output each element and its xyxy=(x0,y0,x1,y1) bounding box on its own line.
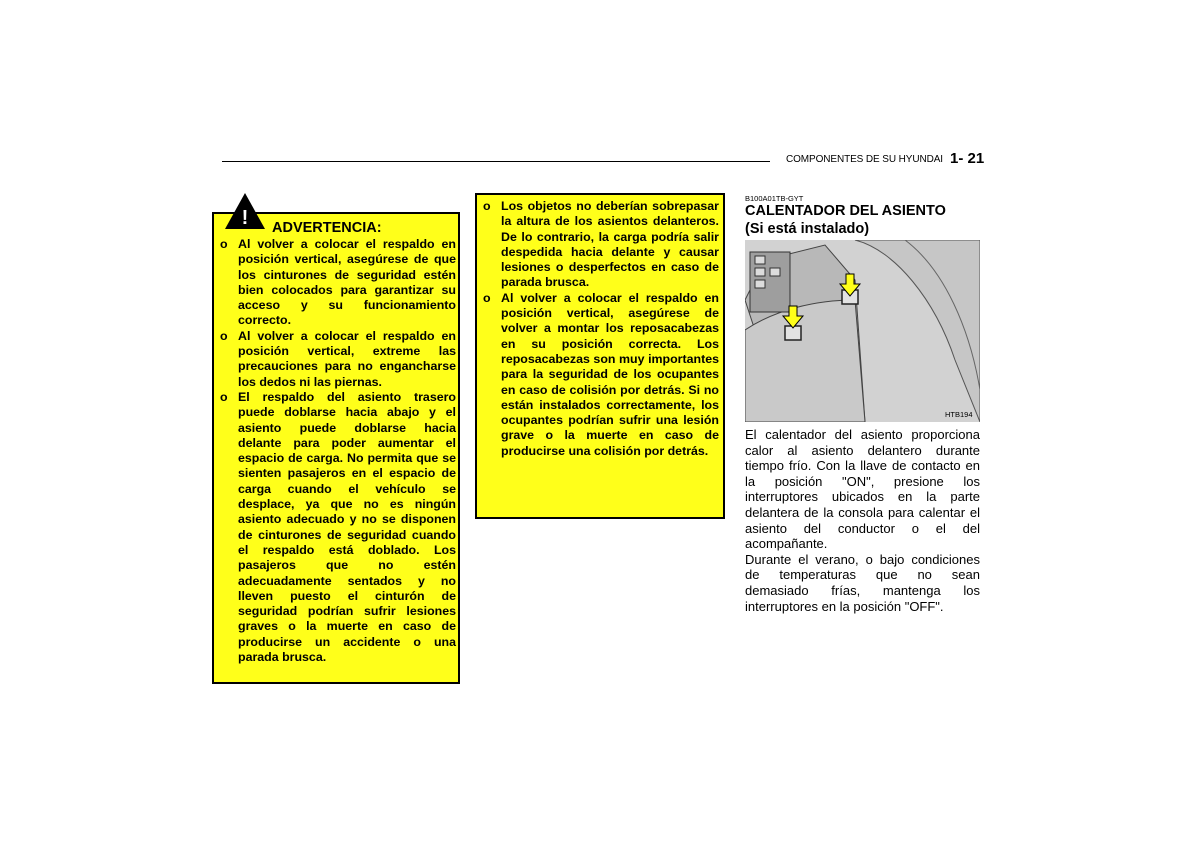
warning-item-text: Al volver a colocar el respaldo en posición vertical, asegúrese de volver a montar los reposacabezas en su posición correcta. Los reposacabezas son muy importantes para la seguridad de los ocupantes en caso de colisión por detrás. Si no están instalados correctamente, los ocupantes podrían sufrir una lesión grave o la muerte en caso de producirse una colisión por detrás. xyxy=(501,290,719,458)
image-id: HTB194 xyxy=(945,410,973,419)
body-paragraph: El calentador del asiento proporciona calor al asiento delantero durante tiempo frío. Con la llave de contacto en la posición "ON", presione los interruptores ubicados en la parte delantera de la consola para calentar el asiento del conductor o el del acompañante. xyxy=(745,427,980,552)
bullet-marker: o xyxy=(220,237,228,251)
body-paragraph: Durante el verano, o bajo condiciones de temperaturas que no sean demasiado frías, mantenga los interruptores en la posición "OFF". xyxy=(745,551,980,614)
page-number: 1- 21 xyxy=(950,150,985,167)
warning-item-text: Al volver a colocar el respaldo en posición vertical, asegúrese de que los cinturones de seguridad estén bien colocados para garantizar su acceso y su funcionamiento correcto. xyxy=(238,237,456,328)
warning-title: ADVERTENCIA: xyxy=(272,220,382,236)
bullet-marker: o xyxy=(483,290,491,305)
warning-item xyxy=(220,390,456,665)
warning-item xyxy=(220,237,456,329)
section-body xyxy=(745,427,980,614)
warning-list-continued xyxy=(483,199,719,459)
section-title xyxy=(745,202,985,238)
bullet-marker: o xyxy=(483,199,491,213)
warning-item-text: El respaldo del asiento trasero puede doblarse hacia abajo y el asiento puede doblarse hacia delante para poder aumentar el espacio de carga. No permita que se sienten pasajeros en el espacio de carga cuando el vehículo se desplace, ya que no es ningún asiento adecuado y no se disponen de cinturones de seguridad cuando el respaldo está doblado. Los pasajeros que no estén adecuadamente sentados y no lleven puesto el cinturón de seguridad podrían sufrir lesiones graves o la muerte en caso de producirse un accidente o una parada brusca. xyxy=(238,389,456,665)
warning-list xyxy=(220,237,456,665)
console-photo xyxy=(745,240,980,422)
warning-item-text: Al volver a colocar el respaldo en posición vertical, extreme las precauciones para no engancharse los dedos ni las piernas. xyxy=(238,328,456,389)
warning-item xyxy=(483,291,719,459)
warning-item xyxy=(483,199,719,291)
section-title-line2: (Si está instalado) xyxy=(745,221,870,237)
bullet-marker: o xyxy=(220,328,228,343)
warning-symbol: ! xyxy=(241,207,249,229)
warning-item xyxy=(220,329,456,390)
header-rule xyxy=(222,161,770,162)
warning-triangle-icon xyxy=(224,192,266,230)
bullet-marker: o xyxy=(220,389,228,404)
header-section-title: COMPONENTES DE SU HYUNDAI xyxy=(786,154,943,165)
warning-item-text: Los objetos no deberían sobrepasar la altura de los asientos delanteros. De lo contrario, la carga podría salir despedida hacia delante y causar lesiones o desperfectos en caso de parada brusca. xyxy=(501,199,719,290)
section-title-line1: CALENTADOR DEL ASIENTO xyxy=(745,203,946,219)
section-code: B100A01TB-GYT xyxy=(745,194,804,203)
console-illustration xyxy=(745,240,980,422)
